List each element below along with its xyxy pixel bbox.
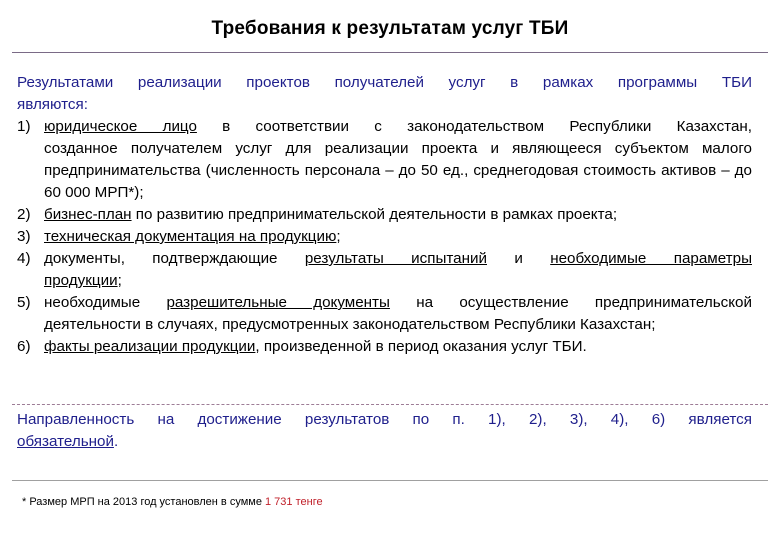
item-text: необходимые [44, 294, 167, 311]
item-text-cont: созданное получателем услуг для реализации проекта и являющееся субъектом малого предпринимательства (численность персонала – до 50 ед., среднегодовая стоимость активов – до 60 000 МРП*); [44, 140, 752, 201]
item-line [44, 248, 752, 270]
item-underlined: юридическое лицо [44, 118, 197, 135]
list-item [17, 226, 752, 248]
direction-underlined: обязательной [17, 433, 114, 450]
item-text: ; [117, 272, 122, 289]
requirements-body [17, 72, 752, 358]
item-underlined: факты реализации продукции [44, 338, 256, 355]
direction-end: . [113, 433, 119, 450]
item-line [44, 292, 752, 314]
item-text: и [487, 250, 551, 267]
intro-text: Результатами реализации проектов получателей услуг в рамках программы ТБИ [17, 74, 752, 91]
item-text: на осуществление предпринимательской [389, 294, 752, 311]
direction-line: Направленность на достижение результатов по п. 1), 2), 3), 4), 6) является [17, 411, 752, 428]
item-underlined: необходимые параметры [550, 250, 752, 267]
item-underlined: техническая документация на продукцию [44, 228, 337, 245]
list-item [17, 204, 752, 226]
direction-note [17, 409, 752, 453]
item-number: 5) [17, 294, 31, 311]
item-number: 3) [17, 228, 31, 245]
page-title: Требования к результатам услуг ТБИ [211, 18, 569, 39]
requirements-list [17, 116, 752, 358]
list-item [17, 116, 752, 204]
item-text: ; [336, 228, 341, 245]
item-text: в соответствии с законодательством Республики Казахстан, [196, 118, 752, 135]
footnote-text: * Размер МРП на 2013 год установлен в сумме [22, 496, 265, 508]
list-item [17, 292, 752, 336]
footnote-divider [12, 480, 768, 481]
item-underlined: разрешительные документы [166, 294, 390, 311]
item-number: 4) [17, 250, 31, 267]
section-divider [12, 404, 768, 405]
item-underlined: бизнес-план [44, 206, 132, 223]
item-number: 6) [17, 338, 31, 355]
item-text: документы, подтверждающие [44, 250, 305, 267]
footnote-highlight: 1 731 тенге [265, 496, 323, 508]
title-divider [12, 52, 768, 53]
item-number: 1) [17, 118, 31, 135]
list-item [17, 336, 752, 358]
item-text: , произведенной в период оказания услуг ТБИ. [255, 338, 587, 355]
list-item [17, 248, 752, 292]
item-number: 2) [17, 206, 31, 223]
intro-text-end: являются: [17, 96, 88, 113]
footnote [22, 496, 323, 508]
item-text-cont: деятельности в случаях, предусмотренных законодательством Республики Казахстан; [44, 316, 656, 333]
item-underlined: результаты испытаний [304, 250, 487, 267]
item-text: по развитию предпринимательской деятельности в рамках проекта; [131, 206, 618, 223]
item-underlined: продукции [44, 272, 118, 289]
item-line [44, 116, 752, 138]
